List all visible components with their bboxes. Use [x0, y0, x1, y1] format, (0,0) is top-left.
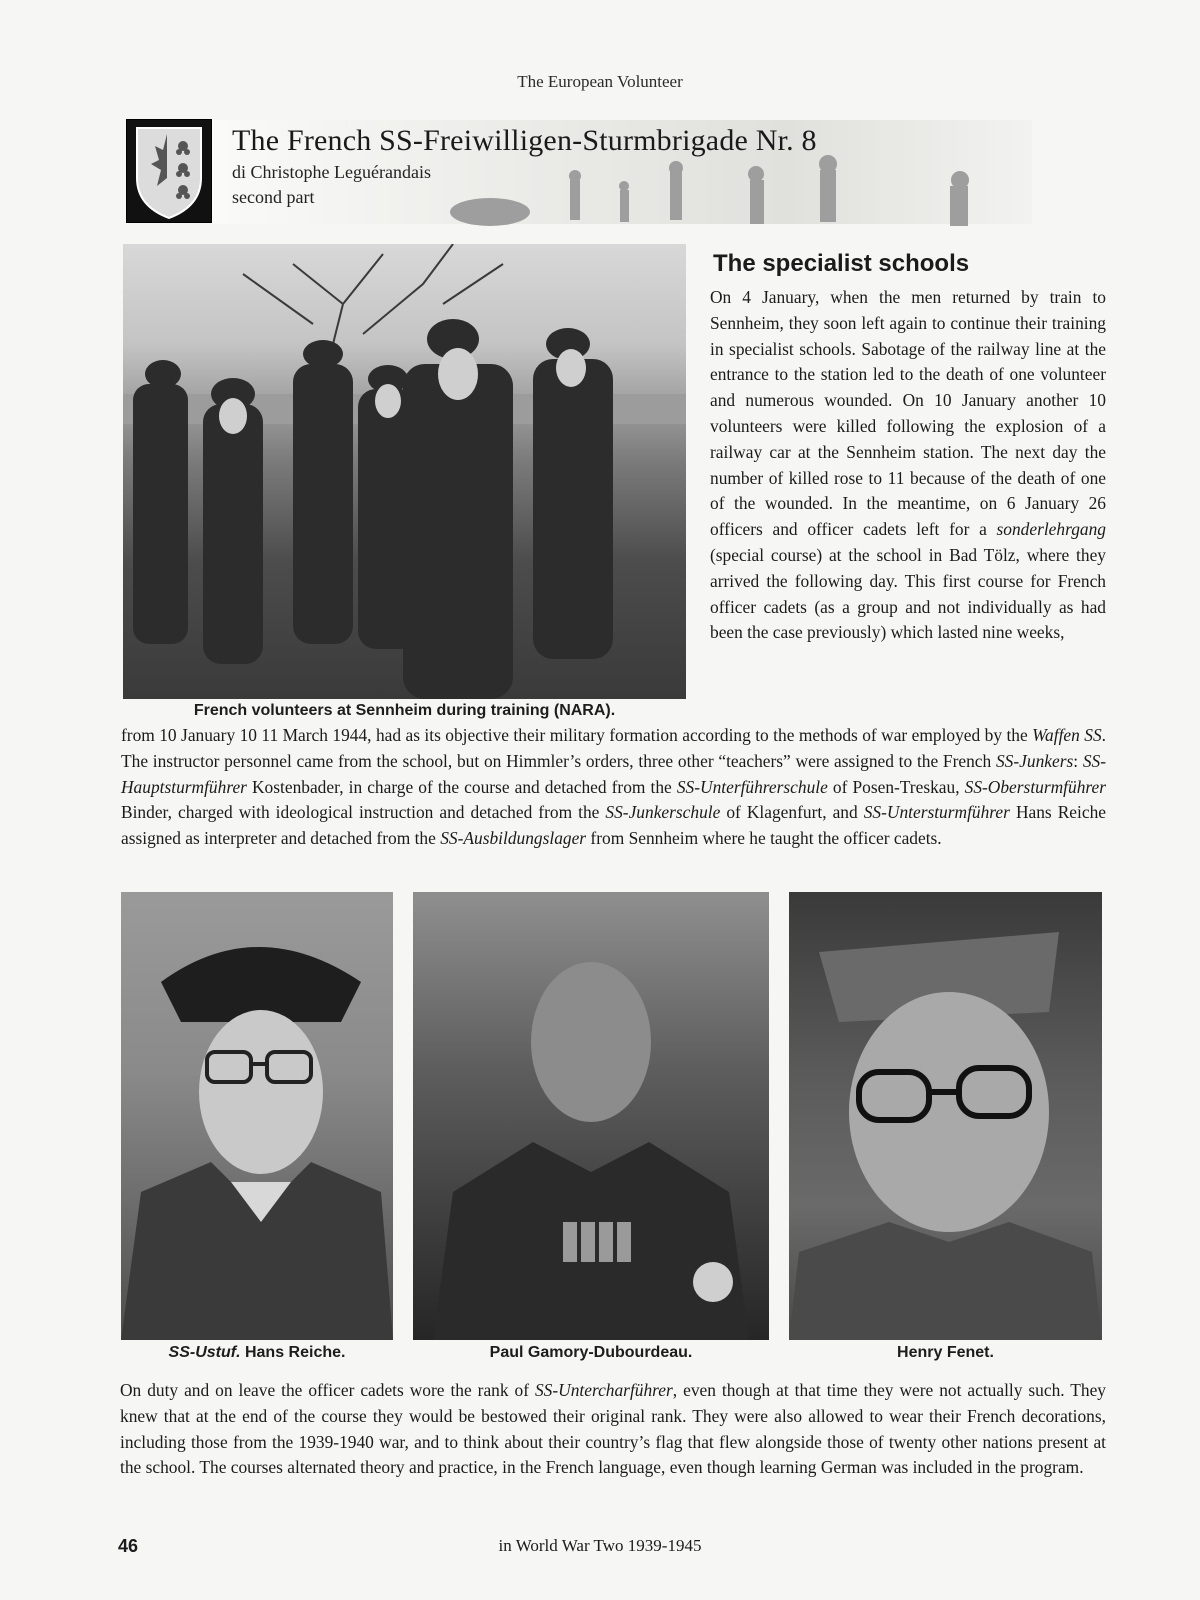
page-number: 46: [118, 1536, 139, 1556]
portrait-caption-paul-gamory-dubourdeau: Paul Gamory-Dubourdeau.: [489, 1344, 693, 1361]
division-crest-icon: [126, 119, 212, 223]
article-author: di Christophe Leguérandais: [232, 162, 431, 182]
portrait-paul-gamory-dubourdeau: [413, 892, 769, 1340]
portrait-henry-fenet: [789, 892, 1102, 1340]
soldier-silhouettes-graphic: [420, 150, 1020, 228]
full-width-paragraph: from 10 January 10 11 March 1944, had as its objective their military formation according to the methods of war employed by the Waffen SS. The instructor personnel came from the school, but on Himmler’s orders, three other “teachers” were assigned to the French SS-Junkers: SS-Hauptsturmführer Kostenbader, in charge of the course and detached from the SS-Unterführerschule of Posen-Treskau, SS-Obersturmführer Binder, charged with ideological instruction and detached from the SS-Junkerschule of Klagenfurt, and SS-Untersturmführer Hans Reiche assigned as interpreter and detached from the SS-Ausbildungslager from Sennheim where he taught the officer cadets.: [121, 725, 1106, 849]
running-head: The European Volunteer: [517, 72, 683, 91]
portrait-caption-hans-reiche: SS-Ustuf. Hans Reiche.: [168, 1344, 346, 1361]
top-photo-caption: French volunteers at Sennheim during training (NARA).: [193, 702, 616, 719]
article-part: second part: [232, 187, 315, 207]
article-title: The French SS-Freiwilligen-Sturmbrigade Nr. 8: [232, 124, 817, 157]
section-heading: The specialist schools: [713, 250, 970, 277]
running-foot: in World War Two 1939-1945: [498, 1536, 702, 1555]
column-paragraph: On 4 January, when the men returned by train to Sennheim, they soon left again to continue their training in specialist schools. Sabotage of the railway line at the entrance to the station led to the death of one volunteer and numerous wounded. On 10 January another 10 volunteers were killed following the explosion of a railway car at the Sennheim station. The next day the number of killed rose to 11 because of the death of one of the wounded. In the meantime, on 6 January 26 officers and officer cadets left for a sonderlehrgang (special course) at the school in Bad Tölz, where they arrived the following day. This first course for French officer cadets (as a group and not individually as had been the case previously) which lasted nine weeks,: [710, 287, 1106, 643]
portrait-hans-reiche: [121, 892, 393, 1340]
bottom-paragraph: On duty and on leave the officer cadets wore the rank of SS-Untercharführer, even though at that time they were not actually such. They knew that at the end of the course they would be bestowed their original rank. They were also allowed to wear their French decorations, including those from the 1939-1940 war, and to think about their country’s flag that flew alongside those of twenty other nations present at the school. The courses alternated theory and practice, in the French language, even though learning German was included in the program.: [120, 1380, 1106, 1478]
portrait-caption-henry-fenet: Henry Fenet.: [897, 1344, 994, 1361]
training-group-photo: [123, 244, 686, 699]
